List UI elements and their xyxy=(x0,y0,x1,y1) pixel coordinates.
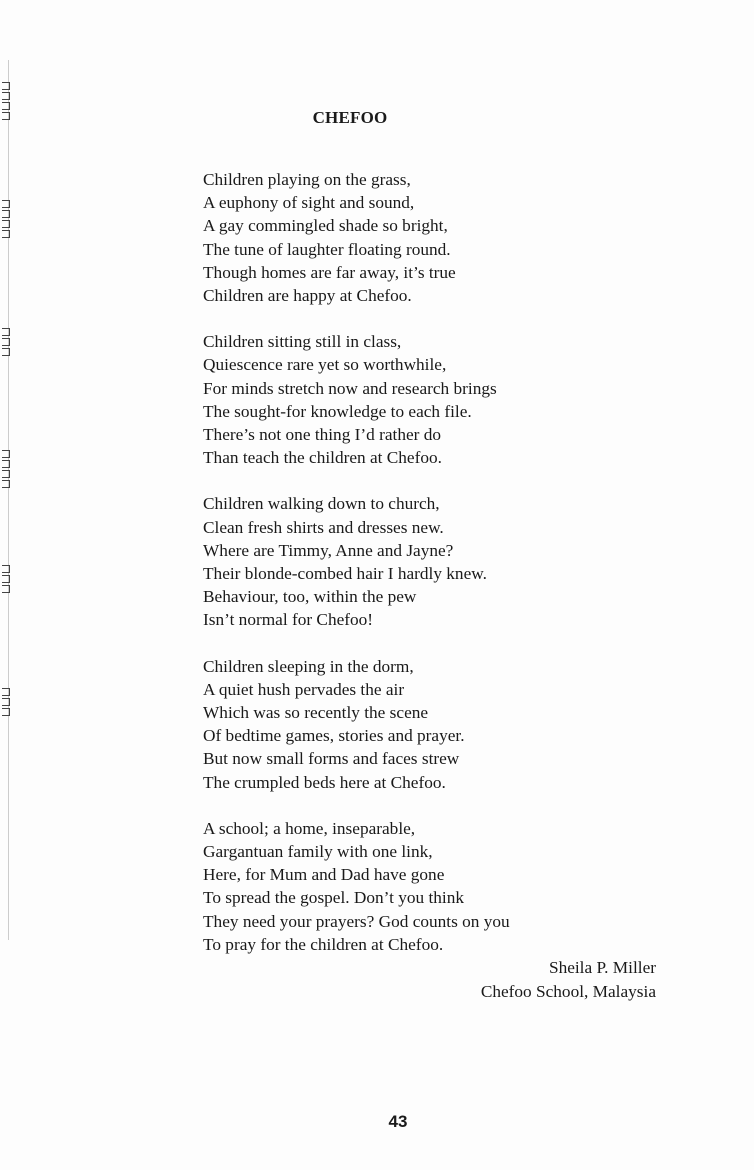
binding-mark xyxy=(2,565,10,573)
poem-body xyxy=(203,168,663,979)
binding-mark xyxy=(2,92,10,100)
poem-line: Where are Timmy, Anne and Jayne? xyxy=(203,540,454,560)
poem-line: They need your prayers? God counts on you xyxy=(203,911,510,931)
poem-line: Isn’t normal for Chefoo! xyxy=(203,610,374,630)
author-affiliation: Chefoo School, Malaysia xyxy=(480,981,656,1001)
poem-line: To spread the gospel. Don’t you think xyxy=(203,888,465,908)
poem-line: The sought-for knowledge to each file. xyxy=(203,401,472,421)
poem-line: Children playing on the grass, xyxy=(203,170,411,189)
stanza xyxy=(203,492,663,631)
author-name: Sheila P. Miller xyxy=(548,958,656,977)
poem-line: For minds stretch now and research brings xyxy=(203,378,497,398)
binding-mark xyxy=(2,230,10,238)
poem-line: Gargantuan family with one link, xyxy=(203,842,433,862)
stanza xyxy=(203,655,663,794)
binding-mark xyxy=(2,470,10,478)
binding-mark xyxy=(2,338,10,346)
binding-mark xyxy=(2,328,10,336)
poem-line: A gay commingled shade so bright, xyxy=(203,216,448,236)
poem-line: The tune of laughter floating round. xyxy=(203,239,451,259)
poem-line: But now small forms and faces strew xyxy=(203,749,460,769)
poem-line: Behaviour, too, within the pew xyxy=(203,587,417,607)
binding-mark xyxy=(2,480,10,488)
binding-mark xyxy=(2,585,10,593)
poem-line: Children sleeping in the dorm, xyxy=(203,656,414,676)
page-number: 43 xyxy=(388,1112,408,1131)
poem-line: To pray for the children at Chefoo. xyxy=(203,934,444,954)
binding-mark xyxy=(2,200,10,208)
poem-title: CHEFOO xyxy=(312,108,388,127)
poem-line: Than teach the children at Chefoo. xyxy=(203,448,442,468)
poem-line: Though homes are far away, it’s true xyxy=(203,262,456,282)
poem-line: Quiescence rare yet so worthwhile, xyxy=(203,355,447,375)
binding-mark xyxy=(2,575,10,583)
poem-line: Children sitting still in class, xyxy=(203,332,402,352)
binding-mark xyxy=(2,708,10,716)
poem-line: Children are happy at Chefoo. xyxy=(203,286,412,306)
poem-line: Here, for Mum and Dad have gone xyxy=(203,865,445,885)
binding-mark xyxy=(2,348,10,356)
poem-line: A school; a home, inseparable, xyxy=(203,818,416,838)
binding-mark xyxy=(2,698,10,706)
poem-line: Clean fresh shirts and dresses new. xyxy=(203,517,444,537)
stanza xyxy=(203,817,663,956)
binding-mark xyxy=(2,450,10,458)
poem-line: A euphony of sight and sound, xyxy=(203,193,415,213)
poem-line: The crumpled beds here at Chefoo. xyxy=(203,772,446,792)
binding-mark xyxy=(2,82,10,90)
binding-mark xyxy=(2,688,10,696)
signature xyxy=(481,956,656,1003)
stanza xyxy=(203,330,663,469)
poem-line: Which was so recently the scene xyxy=(203,703,429,723)
poem-line: There’s not one thing I’d rather do xyxy=(203,425,442,445)
binding-edge xyxy=(0,60,12,940)
poem-line: Children walking down to church, xyxy=(203,494,440,514)
poem-line: Of bedtime games, stories and prayer. xyxy=(203,726,465,746)
poem-line: A quiet hush pervades the air xyxy=(203,679,405,699)
binding-mark xyxy=(2,460,10,468)
binding-mark xyxy=(2,220,10,228)
stanza xyxy=(203,168,663,307)
binding-mark xyxy=(2,210,10,218)
binding-line xyxy=(8,60,9,940)
poem-line: Their blonde-combed hair I hardly knew. xyxy=(203,564,487,584)
